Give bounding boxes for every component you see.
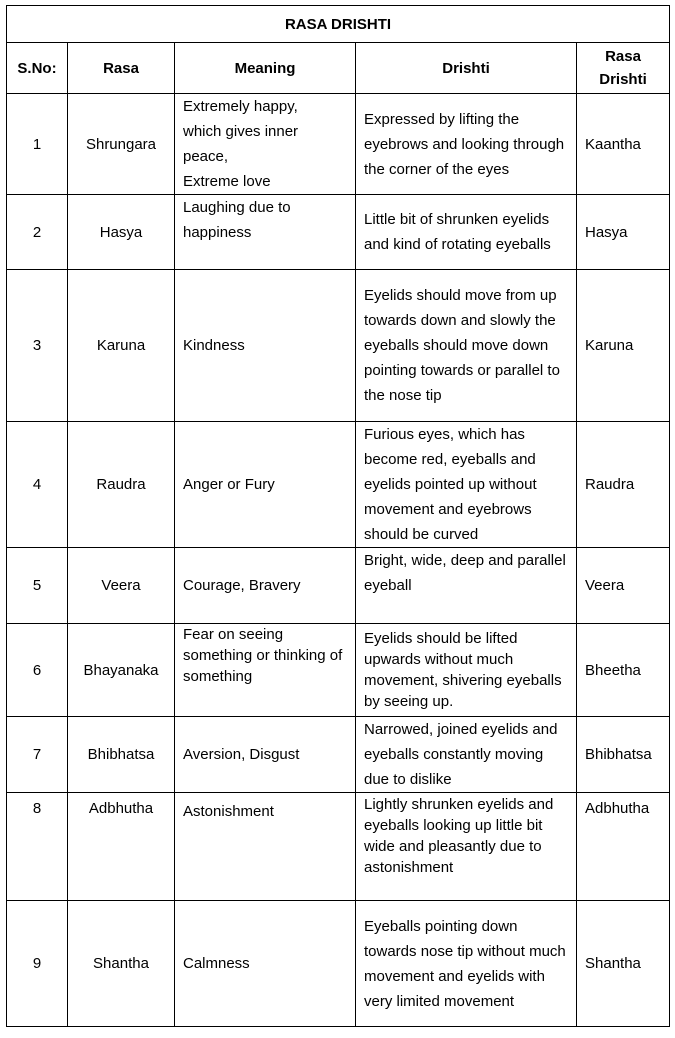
cell-meaning <box>175 94 356 195</box>
cell-meaning: Laughing due to happiness <box>175 195 356 270</box>
table-row <box>7 422 670 548</box>
cell-sno: 7 <box>7 717 68 793</box>
rasa-drishti-table <box>6 5 670 1027</box>
table-row <box>7 195 670 270</box>
cell-rasa: Shrungara <box>68 94 175 195</box>
cell-meaning: Calmness <box>175 901 356 1027</box>
cell-rasa-drishti: Shantha <box>577 901 670 1027</box>
cell-sno: 5 <box>7 548 68 624</box>
table-row <box>7 94 670 195</box>
cell-rasa-drishti: Hasya <box>577 195 670 270</box>
cell-rasa-drishti: Bheetha <box>577 624 670 717</box>
cell-meaning: Fear on seeing something or thinking of something <box>175 624 356 717</box>
cell-drishti: Narrowed, joined eyelids and eyeballs constantly moving due to dislike <box>356 717 577 793</box>
cell-sno: 4 <box>7 422 68 548</box>
cell-rasa-drishti: Karuna <box>577 270 670 422</box>
cell-drishti: Expressed by lifting the eyebrows and looking through the corner of the eyes <box>356 94 577 195</box>
cell-sno: 9 <box>7 901 68 1027</box>
meaning-line: peace, <box>183 148 229 165</box>
table-row <box>7 793 670 901</box>
cell-meaning: Astonishment <box>175 793 356 901</box>
cell-rasa: Bhibhatsa <box>68 717 175 793</box>
cell-rasa-drishti: Bhibhatsa <box>577 717 670 793</box>
table-row <box>7 548 670 624</box>
cell-rasa: Raudra <box>68 422 175 548</box>
meaning-line: Extreme love <box>183 173 271 190</box>
cell-sno: 2 <box>7 195 68 270</box>
cell-drishti: Eyelids should be lifted upwards without much movement, shivering eyeballs by seeing up. <box>356 624 577 717</box>
header-sno: S.No: <box>7 43 68 94</box>
cell-meaning: Courage, Bravery <box>175 548 356 624</box>
cell-rasa: Shantha <box>68 901 175 1027</box>
cell-drishti: Furious eyes, which has become red, eyeballs and eyelids pointed up without movement and eyebrows should be curved <box>356 422 577 548</box>
cell-sno: 6 <box>7 624 68 717</box>
cell-rasa: Veera <box>68 548 175 624</box>
cell-rasa-drishti: Veera <box>577 548 670 624</box>
cell-meaning: Anger or Fury <box>175 422 356 548</box>
cell-sno: 3 <box>7 270 68 422</box>
cell-drishti: Eyelids should move from up towards down and slowly the eyeballs should move down pointing towards or parallel to the nose tip <box>356 270 577 422</box>
cell-drishti: Little bit of shrunken eyelids and kind of rotating eyeballs <box>356 195 577 270</box>
header-rasa-drishti-line2: Drishti <box>599 71 647 88</box>
meaning-line: which gives inner <box>183 123 299 140</box>
meaning-line: Extremely happy, <box>183 98 298 115</box>
cell-drishti: Bright, wide, deep and parallel eyeball <box>356 548 577 624</box>
cell-meaning: Aversion, Disgust <box>175 717 356 793</box>
cell-rasa: Adbhutha <box>68 793 175 901</box>
cell-drishti: Lightly shrunken eyelids and eyeballs looking up little bit wide and pleasantly due to astonishment <box>356 793 577 901</box>
header-row <box>7 43 670 94</box>
header-rasa: Rasa <box>68 43 175 94</box>
header-rasa-drishti-line1: Rasa <box>605 48 641 65</box>
cell-rasa: Karuna <box>68 270 175 422</box>
cell-rasa: Hasya <box>68 195 175 270</box>
cell-sno: 1 <box>7 94 68 195</box>
table-row <box>7 901 670 1027</box>
table-row <box>7 270 670 422</box>
table-row <box>7 624 670 717</box>
cell-rasa-drishti: Raudra <box>577 422 670 548</box>
cell-drishti: Eyeballs pointing down towards nose tip without much movement and eyelids with very limited movement <box>356 901 577 1027</box>
cell-rasa-drishti: Kaantha <box>577 94 670 195</box>
table-row <box>7 717 670 793</box>
header-rasa-drishti <box>577 43 670 94</box>
header-meaning: Meaning <box>175 43 356 94</box>
title-row <box>7 6 670 43</box>
cell-rasa-drishti: Adbhutha <box>577 793 670 901</box>
header-drishti: Drishti <box>356 43 577 94</box>
cell-meaning: Kindness <box>175 270 356 422</box>
table-title: RASA DRISHTI <box>7 6 670 43</box>
cell-sno: 8 <box>7 793 68 901</box>
cell-rasa: Bhayanaka <box>68 624 175 717</box>
